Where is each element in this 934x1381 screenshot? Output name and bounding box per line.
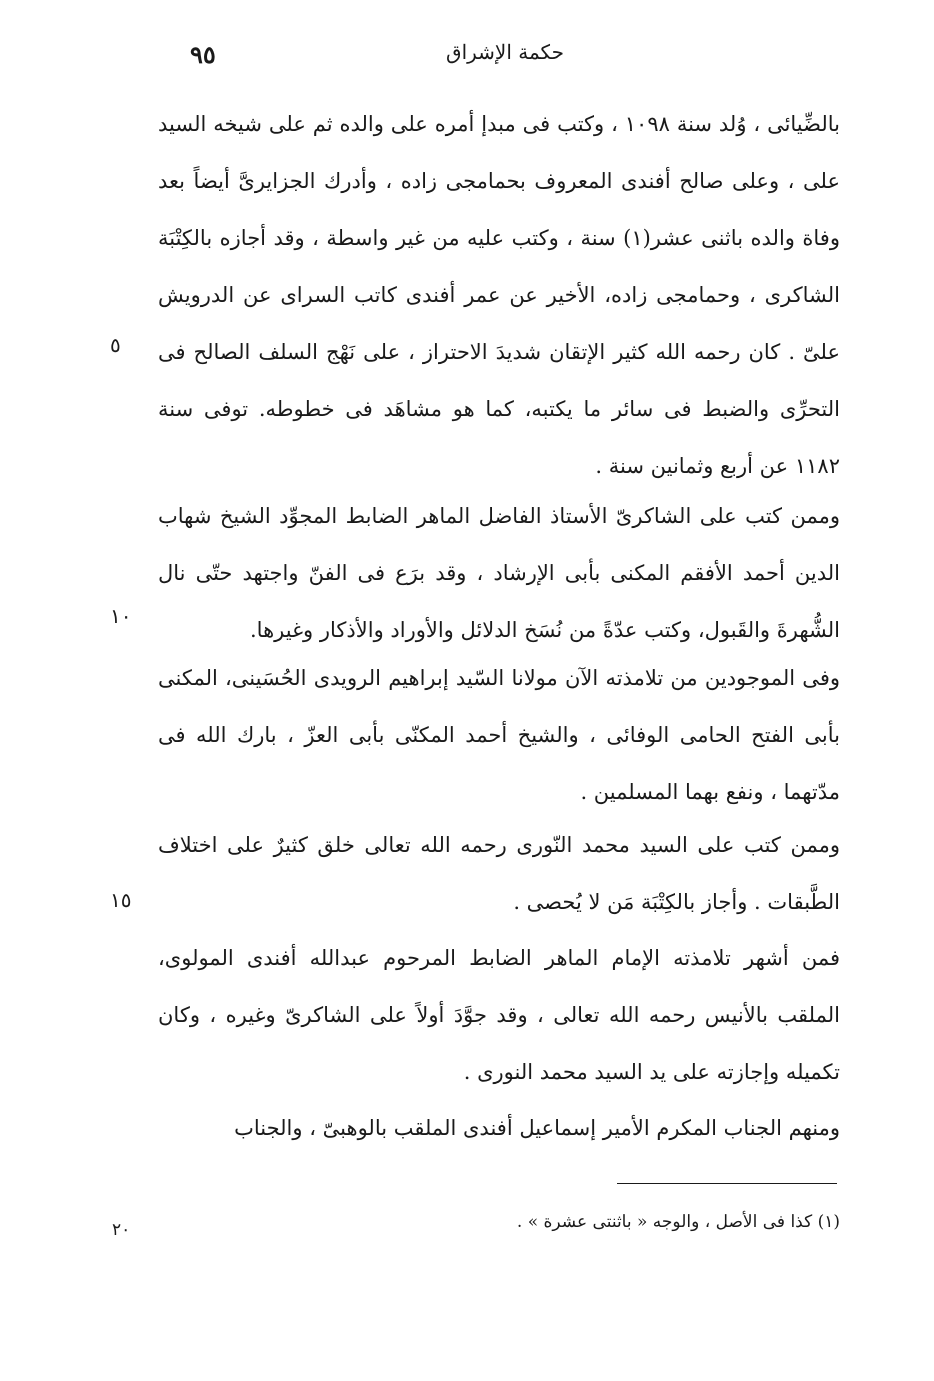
- paragraph-text: وممن كتب على الشاكرىّ الأستاذ الفاضل الماهر الضابط المجوِّد الشيخ شهاب الدين أحمد الأفقم المكنى بأبى الإرشاد ، وقد برَع فى الفنّ واجتهد حتّى نال الشُّهرةَ والقَبول، وكتب عدّةً من نُسَخ الدلائل والأوراد والأذكار وغيرها.: [158, 504, 840, 642]
- line-number-marker: ٥: [110, 333, 121, 357]
- line-number-marker: ١٥: [110, 888, 132, 912]
- paragraph-2: [158, 488, 840, 659]
- running-header-title: حكمة الإشراق: [446, 40, 564, 64]
- line-number-marker: ١٠: [110, 604, 132, 628]
- paragraph-6: [158, 1100, 840, 1157]
- footnote: (١) كذا فى الأصل ، والوجه « باثنتى عشرة » .: [516, 1212, 840, 1232]
- paragraph-text: ومنهم الجناب المكرم الأمير إسماعيل أفندى الملقب بالوهبىّ ، والجناب: [234, 1116, 840, 1140]
- paragraph-5: [158, 930, 840, 1101]
- line-number-marker: ٢٠: [112, 1220, 131, 1240]
- paragraph-1: [158, 96, 840, 495]
- paragraph-text: بالضِّيائى ، وُلد سنة ١٠٩٨ ، وكتب فى مبدإ أمره على والده ثم على شيخه السيد على ، وعلى صالح أفندى المعروف بحمامجى زاده ، وأدرك الجزايرىَّ أيضاً بعد وفاة والده باثنى عشر(١) سنة ، وكتب عليه من غير واسطة ، وقد أجازه بالكِتْبَة الشاكرى ، وحمامجى زاده، الأخير عن عمر أفندى كاتب السراى عن الدرويش علىّ . كان رحمه الله كثير الإتقان شديدَ الاحتراز ، على نَهْج السلف الصالح فى التحرِّى والضبط فى سائر ما يكتبه، كما هو مشاهَد فى خطوطه. توفى سنة ١١٨٢ عن أربع وثمانين سنة .: [158, 112, 841, 478]
- paragraph-text: فمن أشهر تلامذته الإمام الماهر الضابط المرحوم عبدالله أفندى المولوى، الملقب بالأنيس رحمه الله تعالى ، وقد جوَّدَ أولاً على الشاكرىّ وغيره ، وكان تكميله وإجازته على يد السيد محمد النورى .: [158, 946, 840, 1084]
- paragraph-text: وفى الموجودين من تلامذته الآن مولانا السّيد إبراهيم الرويدى الحُسَينى، المكنى بأبى الفتح الحامى الوفائى ، والشيخ أحمد المكنّى بأبى العزّ ، بارك الله فى مدّتهما ، ونفع بهما المسلمين .: [158, 666, 840, 804]
- paragraph-text: وممن كتب على السيد محمد النّورى رحمه الله تعالى خلق كثيرٌ على اختلاف الطَّبقات . وأجاز بالكِتْبَة مَن لا يُحصى .: [158, 833, 840, 914]
- paragraph-3: [158, 650, 840, 821]
- page-number: ٩٥: [190, 40, 216, 69]
- paragraph-4: [158, 817, 840, 931]
- footnote-divider: [617, 1183, 837, 1184]
